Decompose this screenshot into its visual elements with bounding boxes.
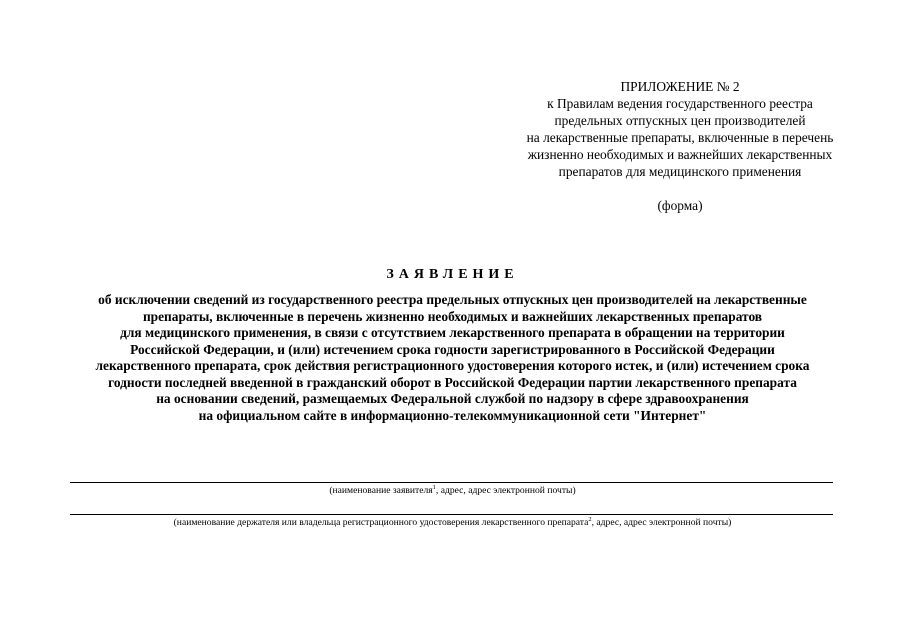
subject-line: для медицинского применения, в связи с отсутствием лекарственного препарата в обращении на территории [120, 325, 785, 340]
holder-caption-suffix: , адрес, адрес электронной почты) [591, 517, 732, 528]
footnote-marker: 1 [432, 483, 436, 491]
holder-caption [0, 517, 905, 529]
appendix-line: предельных отпускных цен производителей [554, 113, 806, 128]
subject-line: об исключении сведений из государственного реестра предельных отпускных цен производителей на лекарственные [98, 292, 807, 307]
subject-line: лекарственного препарата, срок действия регистрационного удостоверения которого истек, и (или) истечением срока [95, 358, 810, 373]
appendix-line: на лекарственные препараты, включенные в перечень [526, 130, 834, 145]
subject-line: на официальном сайте в информационно-телекоммуникационной сети "Интернет" [198, 407, 707, 423]
holder-caption-text: (наименование держателя или владельца регистрационного удостоверения лекарственного препарата [173, 517, 589, 528]
form-mark: (форма) [657, 198, 703, 213]
subject-line: на основании сведений, размещаемых Федеральной службой по надзору в сфере здравоохранения [156, 391, 749, 406]
subject-line: препараты, включенные в перечень жизненно необходимых и важнейших лекарственных препаратов [142, 308, 763, 324]
applicant-caption-suffix: , адрес, адрес электронной почты) [435, 485, 576, 496]
appendix-line: жизненно необходимых и важнейших лекарственных [527, 147, 833, 162]
document-subject [0, 292, 905, 424]
applicant-caption [0, 485, 905, 497]
appendix-line: препаратов для медицинского применения [558, 164, 802, 179]
appendix-header [460, 78, 900, 214]
holder-fill-line[interactable] [70, 514, 833, 515]
subject-line: Российской Федерации, и (или) истечением срока годности зарегистрированного в Российской Федерации [130, 341, 775, 357]
document-title: ЗАЯВЛЕНИЕ [386, 267, 519, 282]
appendix-heading: ПРИЛОЖЕНИЕ № 2 [620, 79, 740, 94]
appendix-line: к Правилам ведения государственного реестра [547, 96, 813, 111]
subject-line: годности последней введенной в гражданский оборот в Российской Федерации партии лекарственного препарата [108, 374, 797, 390]
applicant-fill-line[interactable] [70, 482, 833, 483]
footnote-marker: 2 [588, 515, 592, 523]
applicant-caption-text: (наименование заявителя [329, 485, 433, 496]
